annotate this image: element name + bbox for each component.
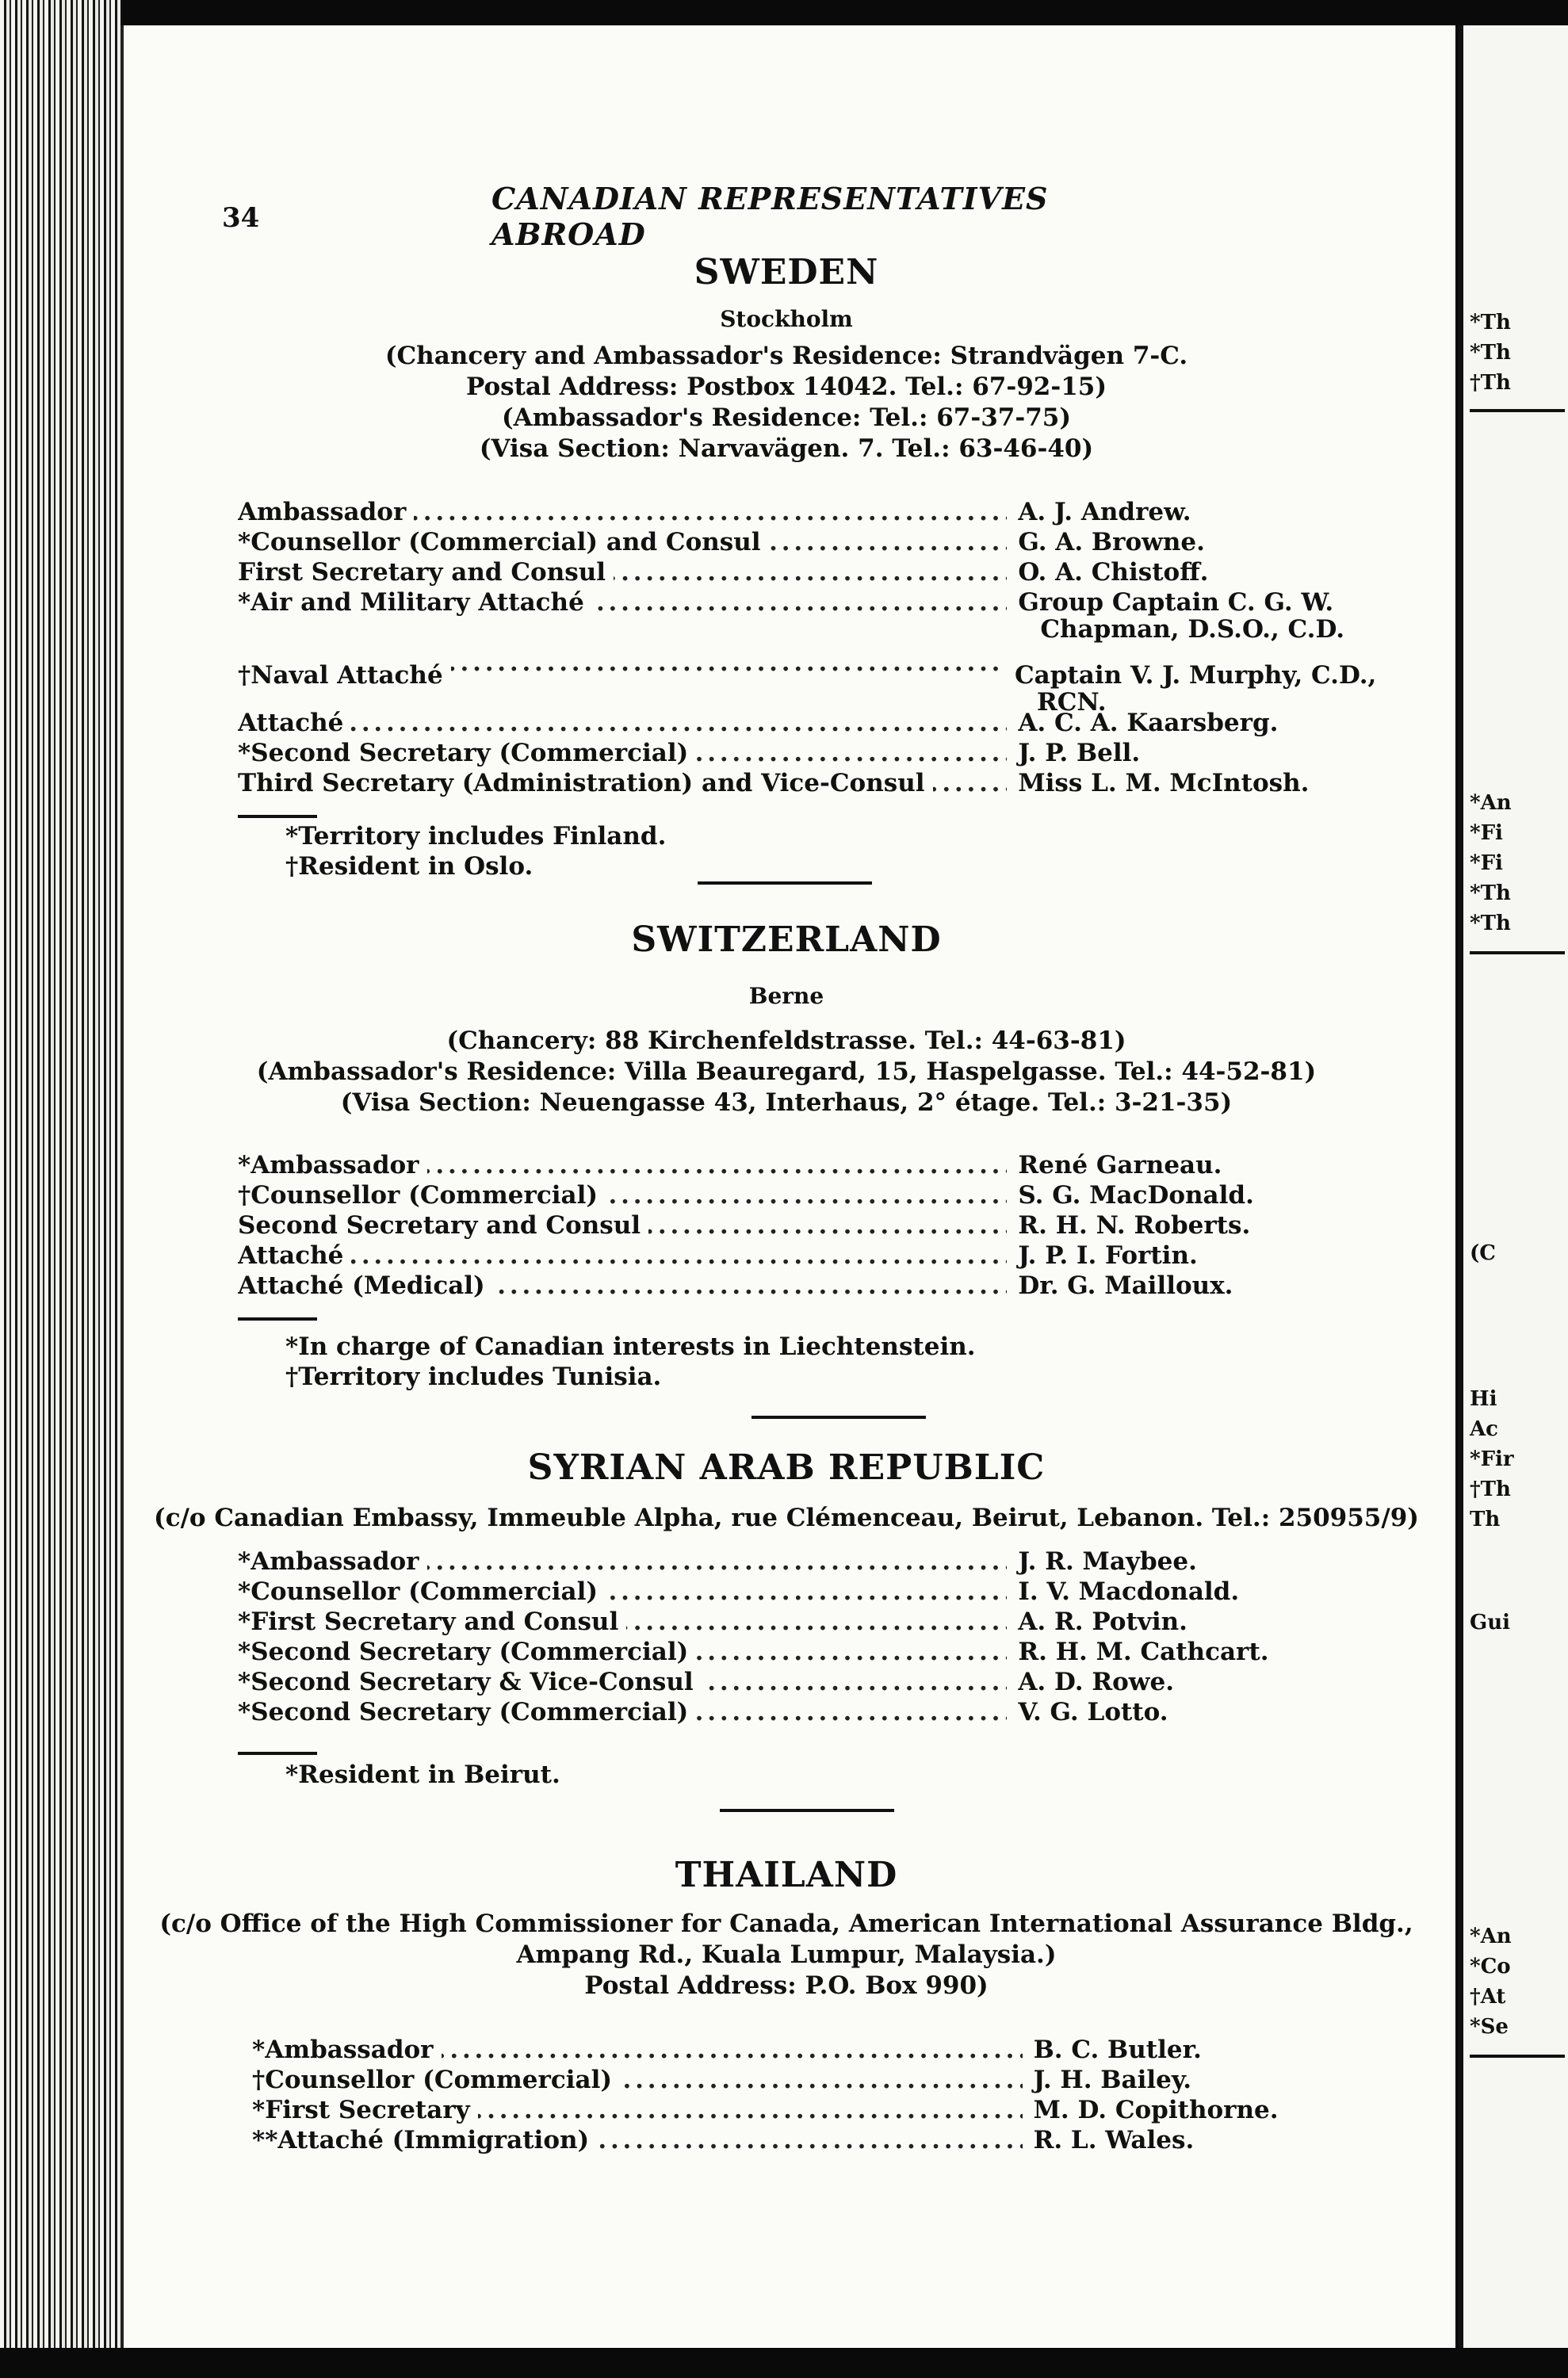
staff-title: Attaché: [238, 709, 351, 737]
staff-row: [238, 498, 1363, 528]
staff-row: [238, 528, 1363, 558]
staff-row: [238, 1181, 1363, 1211]
country-heading-sweden: SWEDEN: [694, 252, 879, 292]
facing-page-fragment: *Fir: [1470, 1447, 1514, 1471]
facing-page-fragment: Gui: [1470, 1611, 1510, 1634]
staff-row: [238, 1151, 1363, 1181]
staff-list-switzerland: [238, 1151, 1363, 1302]
address-line: Ampang Rd., Kuala Lumpur, Malaysia.): [516, 1940, 1057, 1969]
staff-title: *First Secretary and Consul: [238, 1608, 626, 1636]
facing-page-fragment: *Th: [1470, 912, 1511, 935]
staff-name: Captain V. J. Murphy, C.D.,: [1015, 661, 1377, 690]
staff-title: *Counsellor (Commercial): [238, 1577, 606, 1606]
address-line: (Chancery and Ambassador's Residence: Strandvägen 7-C.: [384, 342, 1188, 370]
facing-page-rule: [1470, 2055, 1565, 2058]
staff-title: *Second Secretary (Commercial): [238, 1698, 696, 1726]
staff-row: [238, 1608, 1363, 1638]
footnote: *Territory includes Finland.: [285, 822, 667, 851]
staff-title: Ambassador: [238, 498, 414, 526]
facing-page-fragment: †Th: [1470, 371, 1511, 395]
address-block-switzerland: [120, 1026, 1452, 1118]
staff-row: [252, 2096, 1378, 2126]
facing-page-fragment: *An: [1470, 791, 1512, 815]
staff-title: *Ambassador: [238, 1151, 427, 1179]
address-block-syria: [120, 1503, 1452, 1534]
facing-page-fragment: †At: [1470, 1985, 1506, 2009]
staff-title: Second Secretary and Consul: [238, 1211, 648, 1240]
facing-page-rule: [1470, 409, 1565, 412]
running-head: CANADIAN REPRESENTATIVES ABROAD: [491, 181, 1049, 252]
staff-name: A. D. Rowe.: [1018, 1668, 1174, 1696]
staff-row: [252, 2126, 1378, 2156]
staff-row: [238, 558, 1363, 588]
staff-row: [238, 739, 1363, 769]
facing-page-fragment: *Th: [1470, 311, 1511, 335]
staff-row: [238, 588, 1363, 648]
staff-name: R. H. N. Roberts.: [1018, 1211, 1251, 1240]
footnote-rule: [238, 1752, 317, 1755]
staff-name: A. C. A. Kaarsberg.: [1018, 709, 1279, 737]
staff-row: [238, 1577, 1363, 1608]
facing-page-fragment: *An: [1470, 1925, 1512, 1948]
staff-row: [238, 1241, 1363, 1271]
staff-name: J. P. Bell.: [1018, 739, 1141, 767]
staff-row: [238, 769, 1363, 799]
footnotes-syria: [285, 1760, 560, 1790]
staff-name: A. R. Potvin.: [1018, 1608, 1187, 1636]
address-line: Postal Address: Postbox 14042. Tel.: 67-92-15): [465, 373, 1107, 401]
address-line: (Visa Section: Narvavägen. 7. Tel.: 63-46-40): [479, 434, 1094, 463]
staff-row: [252, 2066, 1378, 2096]
section-separator: [698, 881, 872, 885]
footnote-rule: [238, 815, 317, 818]
section-separator: [751, 1416, 926, 1419]
facing-page-rule: [1470, 951, 1565, 954]
staff-title: *Counsellor (Commercial) and Consul: [238, 528, 769, 556]
staff-name: S. G. MacDonald.: [1018, 1181, 1254, 1210]
address-line: Postal Address: P.O. Box 990): [584, 1971, 989, 2000]
address-line: (c/o Canadian Embassy, Immeuble Alpha, rue Clémenceau, Beirut, Lebanon. Tel.: 250955/9): [154, 1504, 1419, 1532]
country-heading-thailand: THAILAND: [675, 1855, 898, 1895]
facing-page-fragment: Hi: [1470, 1387, 1497, 1411]
facing-page-fragment: *Se: [1470, 2015, 1509, 2039]
footnotes-switzerland: [285, 1332, 976, 1392]
footnote: *Resident in Beirut.: [285, 1761, 560, 1789]
address-block-thailand: [120, 1909, 1452, 2001]
address-line: (Ambassador's Residence: Villa Beauregard, 15, Haspelgasse. Tel.: 44-52-81): [256, 1057, 1317, 1086]
staff-title: First Secretary and Consul: [238, 558, 614, 587]
staff-list-syria: [238, 1547, 1363, 1728]
staff-name: J. R. Maybee.: [1018, 1547, 1197, 1576]
staff-name: Miss L. M. McIntosh.: [1018, 769, 1310, 797]
staff-name: R. H. M. Cathcart.: [1018, 1638, 1269, 1666]
staff-title: **Attaché (Immigration): [252, 2126, 597, 2154]
staff-title: *Second Secretary (Commercial): [238, 1638, 696, 1666]
staff-name: A. J. Andrew.: [1018, 498, 1191, 526]
footnotes-sweden: [285, 821, 666, 881]
staff-name: V. G. Lotto.: [1018, 1698, 1168, 1726]
staff-list-sweden: [238, 498, 1377, 799]
staff-title: *Second Secretary (Commercial): [238, 739, 696, 767]
facing-page-fragment: †Th: [1470, 1478, 1511, 1501]
facing-page: [1459, 25, 1568, 2348]
book-binding-edge: [0, 0, 120, 2378]
facing-page-fragment: Ac: [1470, 1417, 1499, 1441]
facing-page-fragment: *Fi: [1470, 821, 1503, 845]
staff-title: *Ambassador: [238, 1547, 427, 1576]
staff-title: Attaché: [238, 1241, 351, 1270]
section-separator: [720, 1809, 894, 1812]
address-line: (Chancery: 88 Kirchenfeldstrasse. Tel.: 44-63-81): [446, 1027, 1126, 1055]
city-sweden: Stockholm: [720, 306, 853, 332]
staff-title: †Counsellor (Commercial): [252, 2066, 620, 2094]
address-line: (Visa Section: Neuengasse 43, Interhaus, 2° étage. Tel.: 3-21-35): [340, 1088, 1233, 1117]
staff-row: [238, 1638, 1363, 1668]
facing-page-fragment: Th: [1470, 1508, 1501, 1531]
footnote: †Resident in Oslo.: [285, 852, 534, 881]
footnote-rule: [238, 1317, 317, 1321]
staff-name-continued: Chapman, D.S.O., C.D.: [1040, 615, 1345, 644]
facing-page-fragment: *Fi: [1470, 851, 1503, 875]
facing-page-fragment: *Th: [1470, 881, 1511, 905]
staff-title: *Ambassador: [252, 2036, 442, 2064]
staff-name-continued: RCN.: [1037, 688, 1107, 717]
staff-row: [238, 1668, 1363, 1698]
staff-name: J. P. I. Fortin.: [1018, 1241, 1198, 1270]
city-switzerland: Berne: [748, 983, 824, 1009]
country-heading-syria: SYRIAN ARAB REPUBLIC: [527, 1447, 1046, 1488]
staff-name: M. D. Copithorne.: [1033, 2096, 1279, 2124]
staff-title: †Counsellor (Commercial): [238, 1181, 606, 1210]
scan-bottom-edge: [0, 2348, 1568, 2378]
staff-name: Dr. G. Mailloux.: [1018, 1271, 1233, 1300]
staff-list-thailand: [252, 2036, 1378, 2156]
staff-name: J. H. Bailey.: [1033, 2066, 1192, 2094]
staff-row: [238, 1211, 1363, 1241]
staff-name: I. V. Macdonald.: [1018, 1577, 1240, 1606]
staff-title: Third Secretary (Administration) and Vice-Consul: [238, 769, 933, 797]
page-number: 34: [222, 202, 260, 234]
footnote: †Territory includes Tunisia.: [285, 1363, 662, 1391]
facing-page-fragment: *Co: [1470, 1955, 1511, 1978]
footnote: *In charge of Canadian interests in Liechtenstein.: [285, 1332, 976, 1361]
staff-title: *Second Secretary & Vice-Consul: [238, 1668, 702, 1696]
staff-row: [238, 1271, 1363, 1302]
staff-row: [238, 1698, 1363, 1728]
staff-title: *First Secretary: [252, 2096, 478, 2124]
staff-name: Group Captain C. G. W.: [1018, 588, 1334, 617]
staff-name: O. A. Chistoff.: [1018, 558, 1209, 587]
staff-title: †Naval Attaché: [238, 661, 451, 690]
staff-row: [252, 2036, 1378, 2066]
staff-name: B. C. Butler.: [1033, 2036, 1202, 2064]
staff-name: G. A. Browne.: [1018, 528, 1205, 556]
staff-title: Attaché (Medical): [238, 1271, 493, 1300]
staff-name: René Garneau.: [1018, 1151, 1222, 1179]
country-heading-switzerland: SWITZERLAND: [631, 919, 942, 960]
staff-name: R. L. Wales.: [1033, 2126, 1195, 2154]
address-block-sweden: [120, 341, 1452, 465]
staff-row: [238, 1547, 1363, 1577]
staff-title: *Air and Military Attaché: [238, 588, 592, 617]
facing-page-fragment: *Th: [1470, 341, 1511, 365]
staff-row: [238, 648, 1377, 717]
facing-page-fragment: (C: [1470, 1241, 1496, 1265]
address-line: (Ambassador's Residence: Tel.: 67-37-75): [501, 403, 1072, 432]
address-line: (c/o Office of the High Commissioner for Canada, American International Assurance Bldg.,: [159, 1910, 1413, 1938]
staff-row: [238, 709, 1363, 739]
